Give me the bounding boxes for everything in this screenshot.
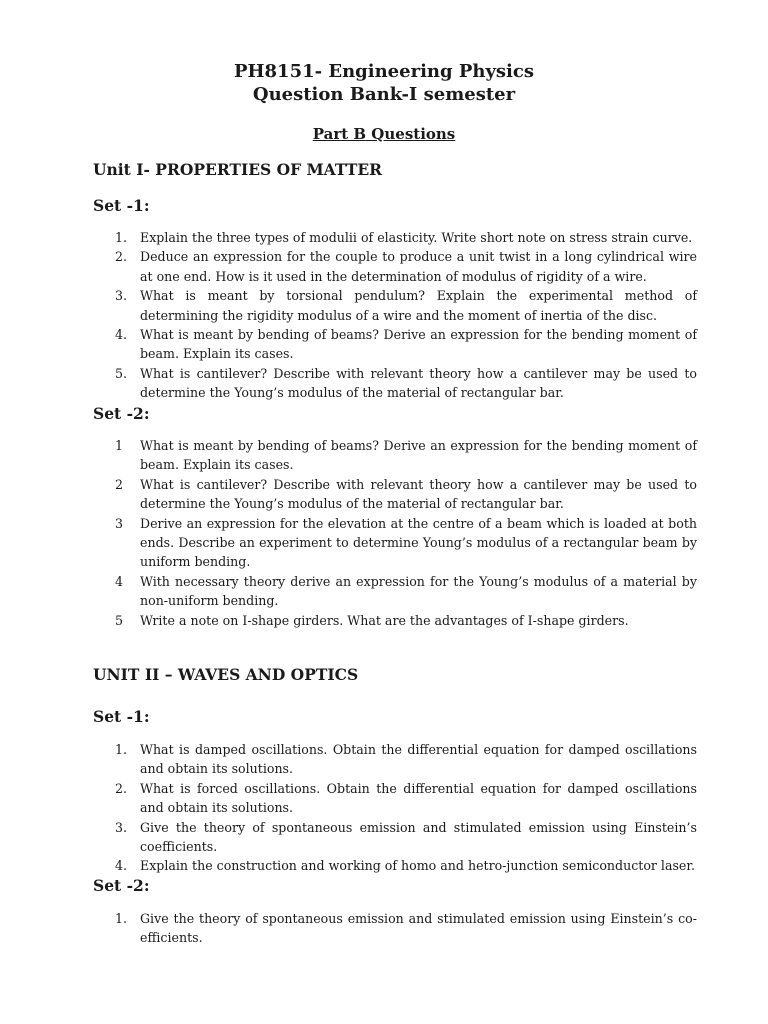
question-item [93, 475, 697, 514]
question-text: Explain the three types of modulii of elasticity. Write short note on stress strain curve. [140, 230, 693, 245]
question-text: What is damped oscillations. Obtain the differential equation for damped oscillations and obtain its solutions. [140, 742, 697, 777]
question-number: 4. [115, 858, 128, 874]
question-item [93, 909, 697, 948]
unit1-set1-list [93, 228, 697, 403]
question-text: Derive an expression for the elevation at the centre of a beam which is loaded at both ends. Describe an experiment to determine Young’s modulus of a rectangular beam by uniform bending. [140, 515, 697, 570]
question-item [93, 856, 697, 875]
question-number: 2. [115, 780, 128, 796]
question-item [93, 436, 697, 475]
question-number: 3 [115, 515, 124, 531]
question-text: Give the theory of spontaneous emission and stimulated emission using Einstein’s co-efficients. [140, 911, 697, 946]
question-item [93, 228, 697, 247]
unit1-set2-list [93, 436, 697, 630]
unit2-set2-heading: Set -2: [93, 876, 150, 895]
question-text: What is cantilever? Describe with relevant theory how a cantilever may be used to determine the Young’s modulus of the material of rectangular bar. [140, 476, 697, 512]
question-text: What is meant by bending of beams? Derive an expression for the bending moment of beam. Explain its cases. [140, 327, 697, 362]
question-item [93, 364, 697, 403]
question-number: 4 [115, 573, 124, 589]
question-text: Explain the construction and working of homo and hetro-junction semiconductor laser. [140, 858, 696, 874]
question-text: What is forced oscillations. Obtain the differential equation for damped oscillations and obtain its solutions. [140, 780, 697, 816]
question-number: 1. [115, 230, 128, 245]
question-text: With necessary theory derive an expression for the Young’s modulus of a material by non-uniform bending. [140, 573, 697, 609]
question-text: Give the theory of spontaneous emission and stimulated emission using Einstein’s coefficients. [140, 819, 697, 855]
part-heading: Part B Questions [312, 125, 456, 143]
document-subtitle: Question Bank-I semester [252, 84, 516, 105]
unit1-set2-heading: Set -2: [93, 404, 150, 423]
question-number: 2 [115, 476, 124, 492]
question-text: What is meant by bending of beams? Derive an expression for the bending moment of beam. Explain its cases. [140, 438, 697, 473]
question-number: 1. [115, 911, 128, 926]
question-item [93, 740, 697, 779]
question-number: 4. [115, 327, 128, 343]
question-item [93, 286, 697, 325]
question-number: 3. [115, 819, 128, 835]
unit2-set2-list [93, 909, 697, 948]
question-item [93, 247, 697, 286]
question-text: Write a note on I-shape girders. What are the advantages of I-shape girders. [140, 612, 629, 628]
question-number: 1. [115, 742, 128, 757]
question-text: What is cantilever? Describe with relevant theory how a cantilever may be used to determine the Young’s modulus of the material of rectangular bar. [140, 365, 697, 401]
question-item [93, 779, 697, 818]
question-number: 3. [115, 288, 128, 304]
unit2-set1-heading: Set -1: [93, 707, 150, 726]
question-number: 2. [115, 249, 128, 265]
question-item [93, 611, 697, 630]
question-number: 5 [115, 612, 124, 628]
unit2-set1-list [93, 740, 697, 876]
question-text: What is meant by torsional pendulum? Explain the experimental method of determining the rigidity modulus of a wire and the moment of inertia of the disc. [140, 288, 697, 323]
question-text: Deduce an expression for the couple to produce a unit twist in a long cylindrical wire at one end. How is it used in the determination of modulus of rigidity of a wire. [140, 249, 697, 284]
unit1-set1-heading: Set -1: [93, 196, 150, 215]
document-title: PH8151- Engineering Physics [233, 61, 534, 82]
question-item [93, 514, 697, 572]
question-number: 5. [115, 365, 128, 381]
question-item [93, 818, 697, 857]
unit1-heading: Unit I- PROPERTIES OF MATTER [93, 160, 383, 179]
question-item [93, 325, 697, 364]
unit2-heading: UNIT II – WAVES AND OPTICS [93, 665, 359, 684]
question-item [93, 572, 697, 611]
question-number: 1 [115, 438, 124, 453]
